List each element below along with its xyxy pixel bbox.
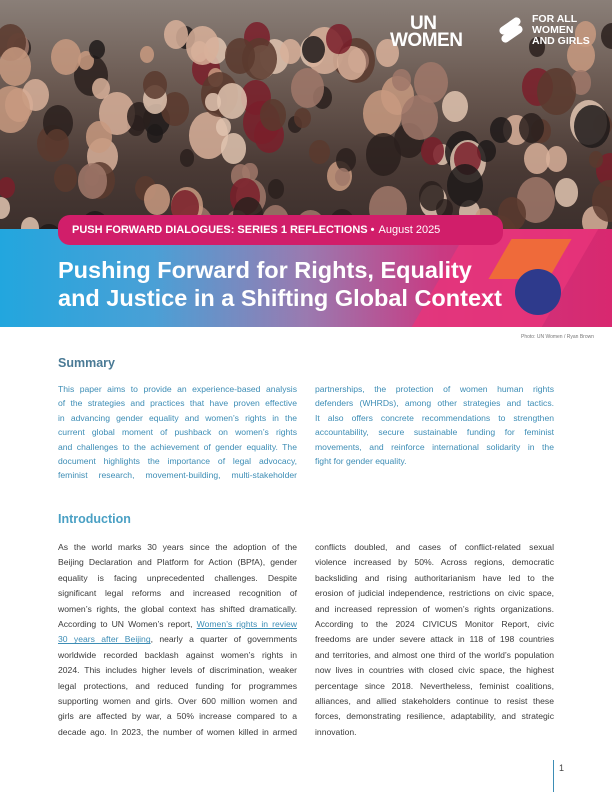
title-line: and Justice in a Shifting Global Context (58, 285, 502, 311)
summary-right-column (315, 382, 554, 468)
page-number-rule (553, 760, 554, 792)
crowd-figure (326, 24, 352, 55)
for-all-women-logo-icon (496, 14, 526, 44)
crowd-figure (225, 38, 255, 74)
crowd-figure (221, 133, 246, 164)
report-link[interactable]: 30 years after Beijing (58, 634, 151, 645)
text-line: fight for gender equality. (315, 455, 407, 466)
crowd-figure (291, 68, 324, 108)
tagline-line: AND GIRLS (532, 35, 590, 47)
text-line: equality is facing unprecedented challenges. Despite (58, 572, 297, 583)
crowd-figure (537, 68, 576, 115)
text-line: innovation. (315, 726, 357, 737)
crowd-figure (78, 163, 107, 198)
text-line: As the world marks 30 years since the adoption of the (58, 542, 297, 552)
text-line: erosion of judicial independence, restrictions on civic space, (315, 588, 554, 599)
page-number: 1 (559, 763, 565, 773)
text-line: According to the 2024 CIVICUS Monitor Report, civic (315, 618, 554, 629)
text-line: of the strategies and practices that have proven effective (58, 398, 297, 409)
text-line: violence increased by 50%. Across regions, democratic (315, 557, 554, 568)
crowd-figure (51, 39, 81, 75)
un-women-logo (390, 15, 462, 49)
crowd-figure (140, 46, 154, 63)
crowd-figure (180, 149, 195, 166)
crowd-figure (143, 71, 166, 99)
introduction-heading: Introduction (58, 512, 131, 526)
introduction-right-column (315, 540, 554, 740)
text-line: feminist research, movement-building, multi-stakeholder (58, 470, 297, 481)
crowd-figure (419, 181, 444, 211)
text-line: and challenges to the achievement of gender equality. The (58, 441, 297, 452)
crowd-figure (0, 86, 30, 132)
crowd-figure (589, 151, 603, 168)
crowd-figure (164, 20, 188, 49)
text-line: This paper aims to provide an experience-based analysis (58, 384, 297, 394)
text-line: significant legal reforms and increased recognition of (58, 588, 297, 599)
crowd-figure (447, 164, 483, 207)
text-line: decade ago. In 2023, the number of women killed in armed (58, 726, 297, 737)
text-line (58, 617, 297, 632)
tagline-line: FOR ALL (532, 13, 578, 25)
text-line: It also offers concrete recommendations to strengthen (315, 412, 554, 423)
crowd-figure (309, 140, 329, 164)
crowd-figure (86, 121, 112, 152)
text-line (58, 632, 297, 647)
text-line: movements, and reinforce international solidarity in the (315, 441, 554, 452)
crowd-figure (0, 47, 31, 86)
crowd-figure (335, 168, 350, 186)
text-line: supporting women and girls. Over 600 million women and (58, 695, 297, 706)
text-line: accountability, secure sustainable funding for feminist (315, 427, 554, 438)
text-line: 2024. This includes higher levels of discrimination, weaker (58, 665, 297, 676)
text-line: current global moment of pushback on women’s rights (58, 427, 297, 438)
crowd-figure (442, 91, 468, 122)
title-line: Pushing Forward for Rights, Equality (58, 257, 472, 283)
text-segment: According to UN Women’s report, (58, 618, 197, 629)
crowd-figure (0, 197, 10, 219)
crowd-figure (144, 184, 170, 215)
text-line: girls are affected by war, a 50% increase compared to a (58, 711, 297, 722)
report-link[interactable]: Women’s rights in review (196, 618, 298, 629)
text-line: worldwide recorded backlash against women’s rights in (58, 649, 297, 660)
crowd-figure (280, 39, 301, 64)
crowd-figure (601, 23, 612, 49)
for-all-women-and-girls-tagline (532, 14, 590, 47)
text-line: document highlights the importance of legal advocacy, (58, 455, 297, 466)
crowd-figure (546, 146, 568, 172)
text-line: alliances, and allied stakeholders continue to resist these (315, 695, 554, 706)
crowd-figure (574, 105, 610, 148)
series-label: PUSH FORWARD DIALOGUES: SERIES 1 REFLECTIONS (72, 224, 368, 236)
text-line: freedoms are under severe attack in 118 of 198 countries (315, 634, 554, 645)
text-line: Beijing Declaration and Platform for Action (BPfA), gender (58, 557, 297, 568)
text-line: in advancing gender equality and women’s rights in the (58, 412, 297, 423)
crowd-figure (0, 177, 15, 198)
text-line: and increased repression of women’s rights organizations. (315, 603, 554, 614)
crowd-figure (421, 137, 444, 165)
logo-women-text: WOMEN (390, 30, 463, 51)
decorative-circle (515, 269, 561, 315)
crowd-figure (555, 178, 579, 207)
summary-left-column (58, 382, 297, 483)
publication-date: August 2025 (378, 224, 441, 236)
series-label-pill (58, 215, 503, 245)
summary-heading: Summary (58, 356, 115, 370)
text-line: forces, demonstrating resilience, adaptability, and strategic (315, 711, 554, 722)
crowd-figure (54, 164, 77, 191)
text-line: legal protections, and reduced funding for programmes (58, 680, 297, 691)
page-title (58, 256, 502, 312)
crowd-figure (294, 108, 311, 128)
logo-un-text: UN (410, 13, 437, 34)
text-line: women’s rights, the global context has shifted dramatically. (58, 603, 297, 614)
text-line: and territories, and almost one third of the world’s population (315, 649, 554, 660)
tagline-line: WOMEN (532, 24, 574, 36)
introduction-left-column (58, 540, 297, 740)
text-line: partnerships, the protection of women human rights (315, 384, 554, 394)
crowd-figure (217, 83, 247, 119)
crowd-figure (260, 99, 286, 130)
crowd-figure (147, 124, 162, 143)
text-line: now lives in countries with closed civic space, the highest (315, 665, 554, 676)
text-segment: , nearly a quarter of governments (150, 634, 297, 645)
crowd-figure (268, 179, 285, 199)
text-line: percentage since 2018. Nevertheless, feminist coalitions, (315, 680, 554, 691)
crowd-figure (89, 40, 105, 59)
photo-credit: Photo: UN Women / Ryan Brown (521, 334, 594, 340)
crowd-figure (45, 129, 69, 158)
separator: • (370, 224, 375, 236)
text-line: backsliding and rising authoritarianism have led to the (315, 572, 554, 583)
crowd-figure (490, 117, 512, 144)
text-line: conflicts doubled, and cases of conflict-related sexual (315, 542, 554, 552)
text-line: defenders (WHRDs), among other strategies and tactics. (315, 398, 554, 409)
crowd-figure (186, 26, 219, 65)
